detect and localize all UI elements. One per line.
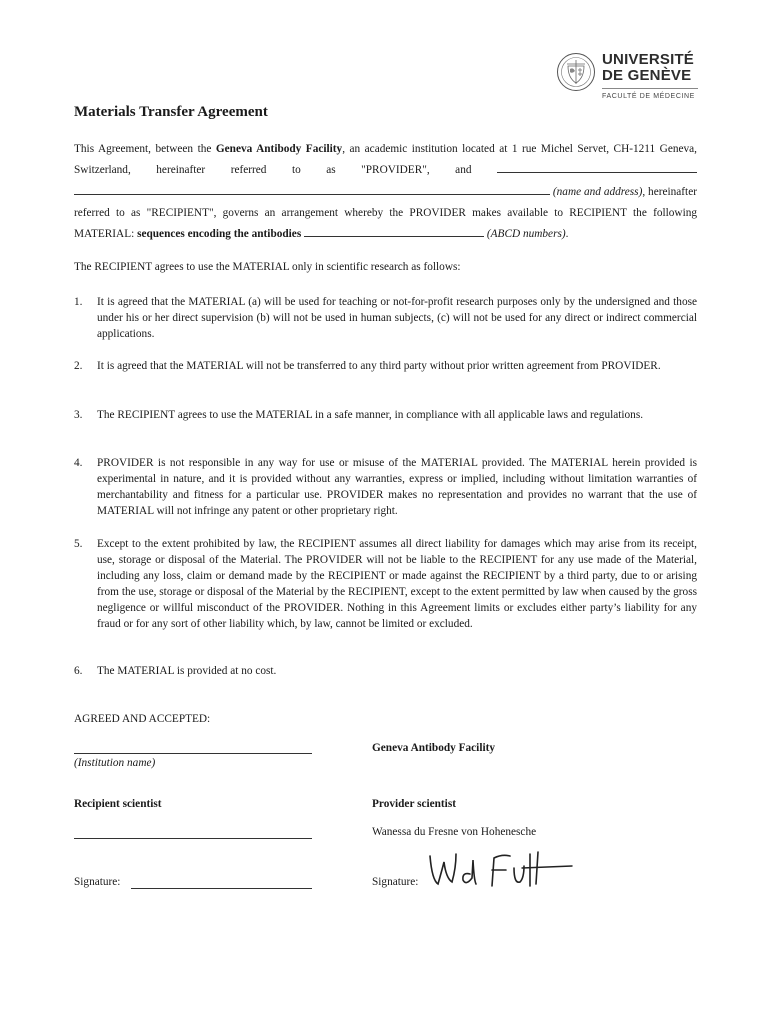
list-item: 6. The MATERIAL is provided at no cost.	[74, 665, 277, 677]
recipient-address-field[interactable]	[74, 184, 550, 195]
agreed-heading: AGREED AND ACCEPTED:	[74, 713, 211, 725]
recipient-name-field[interactable]	[497, 162, 697, 173]
page-title: Materials Transfer Agreement	[74, 104, 268, 120]
intro-paragraph: This Agreement, between the Geneva Antibody Facility, an academic institution located at 1 rue Michel Servet, CH-1211 Geneva, Switzerland, hereinafter referred to as "PROVIDER", and (name and address), hereinafter referred to as "RECIPIENT", governs an arrangement whereby the PROVIDER makes available to RECIPIENT the following MATERIAL: sequences encoding the antibodies (ABCD numbers).	[74, 143, 697, 241]
recipient-signature-label: Signature:	[74, 876, 121, 888]
provider-scientist-name: Wanessa du Fresne von Hohenesche	[372, 826, 537, 838]
recipient-scientist-field[interactable]	[74, 838, 312, 839]
university-logo	[556, 52, 706, 104]
provider-facility: Geneva Antibody Facility	[372, 742, 496, 754]
provider-signature-label: Signature:	[372, 876, 419, 888]
antibody-numbers-field[interactable]	[304, 226, 484, 237]
list-item: 1. It is agreed that the MATERIAL (a) will be used for teaching or not-for-profit research purposes only by the undersigned and those under his or her direct supervision (b) will not be used in human subjects, (c) will not be used for any direct or indirect commercial applications.	[74, 296, 697, 340]
provider-scientist-label: Provider scientist	[372, 798, 456, 810]
institution-name-field[interactable]	[74, 753, 312, 754]
list-item: 3. The RECIPIENT agrees to use the MATERIAL in a safe manner, in compliance with all applicable laws and regulations.	[74, 409, 644, 421]
recipient-scientist-label: Recipient scientist	[74, 798, 162, 810]
list-item: 2. It is agreed that the MATERIAL will not be transferred to any third party without prior written agreement from PROVIDER.	[74, 360, 661, 372]
handwritten-signature	[426, 850, 576, 900]
faculty-name: FACULTÉ DE MÉDECINE	[602, 93, 695, 100]
university-seal-icon	[556, 52, 596, 92]
institution-label: (Institution name)	[74, 757, 156, 769]
recipient-signature-field[interactable]	[131, 888, 312, 889]
usage-intro: The RECIPIENT agrees to use the MATERIAL only in scientific research as follows:	[74, 261, 461, 273]
list-item: 4. PROVIDER is not responsible in any way for use or misuse of the MATERIAL provided. The MATERIAL herein provided is experimental in nature, and it is provided without any warranties, express or implied, including without limitation warranties of merchantability and fitness for a particular use. PROVIDER makes no representation and provides no warrant that the use of MATERIAL will not infringe any patent or other proprietary right.	[74, 457, 697, 517]
university-name: UNIVERSITÉ DE GENÈVE	[602, 51, 695, 84]
list-item: 5. Except to the extent prohibited by law, the RECIPIENT assumes all direct liability for damages which may arise from its receipt, use, storage or disposal of the Material. The PROVIDER will not be liable to the RECIPIENT for any use made of the Material, including any loss, claim or demand made by the RECIPIENT or made against the RECIPIENT by a third party, due to or arising from the use, storage or disposal of the Material by the RECIPIENT, except to the extent permitted by law when caused by the gross negligence or willful misconduct of the PROVIDER. Nothing in this Agreement limits or excludes either party’s liability for any fraud or for any sort of other liability which, by law, cannot be limited or excluded.	[74, 538, 697, 630]
